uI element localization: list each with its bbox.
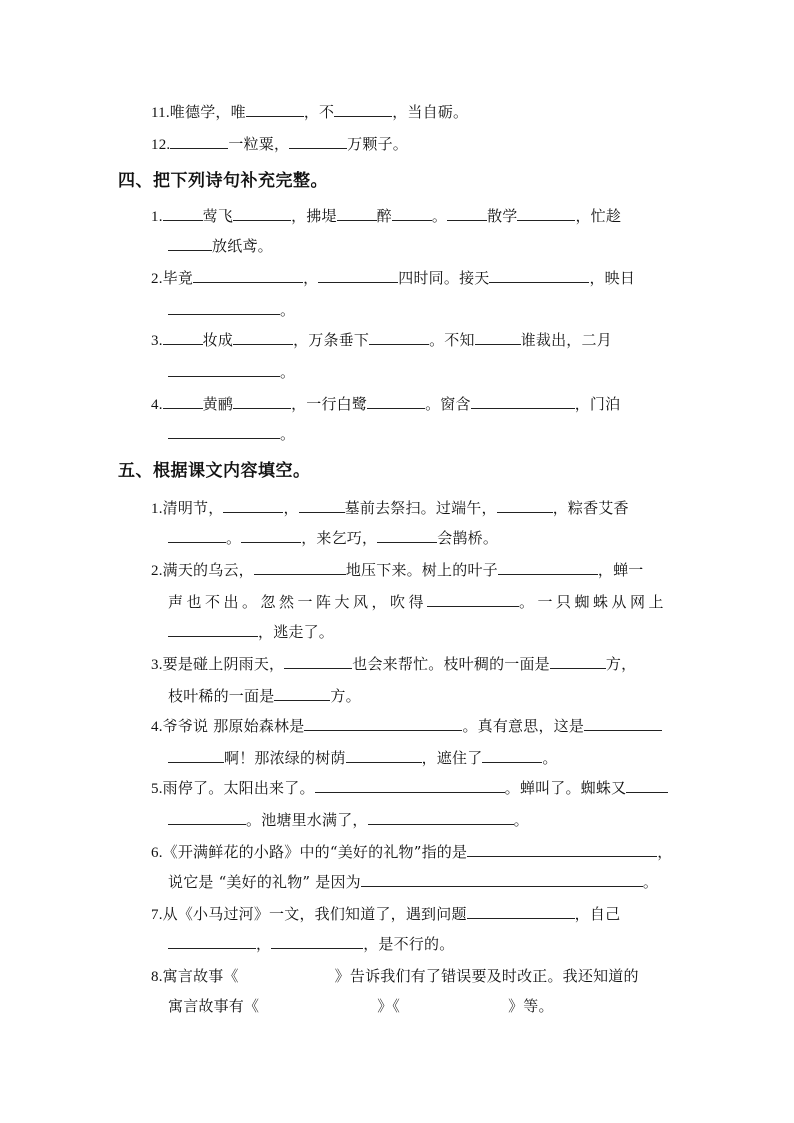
answer-blank[interactable] [346,749,422,763]
poem-4-cont [168,424,295,444]
section-heading-4: 四、把下列诗句补充完整。 [118,171,328,191]
text: 寓言故事《 [162,967,239,985]
answer-blank[interactable] [168,529,226,543]
answer-blank[interactable] [626,779,668,793]
text: 从《小马过河》一文，我们知道了，遇到问题 [162,905,467,923]
text: 。窗含 [425,395,471,413]
text: ，逃走了。 [258,623,335,641]
answer-blank[interactable] [163,331,203,345]
text: 》等。 [508,997,554,1015]
text: 方。 [330,687,361,705]
item-number: 3. [151,333,163,349]
answer-blank[interactable] [334,103,392,117]
answer-blank[interactable] [163,207,203,221]
item-number: 1. [151,209,163,225]
item-number: 2. [151,563,163,579]
text: 散学 [487,207,518,225]
item-11 [151,102,468,123]
item-number: 8. [151,969,163,985]
text: 。 [542,749,558,767]
item-number: 6. [151,845,163,861]
question-8-cont [168,996,554,1016]
answer-blank[interactable] [289,135,347,149]
text: 。真有意思，这是 [462,717,585,735]
answer-blank[interactable] [467,843,657,857]
text: 。不知 [429,331,475,349]
text: 。蝉叫了。蜘蛛又 [504,779,627,797]
text: ，万条垂下 [293,331,370,349]
item-number: 4. [151,719,163,735]
answer-blank[interactable] [584,717,662,731]
answer-blank[interactable] [163,395,203,409]
question-1 [151,498,629,519]
text: 万颗子。 [347,135,408,153]
text: 放纸鸢。 [212,237,273,255]
text: 。 [513,811,529,829]
answer-blank[interactable] [284,655,352,669]
answer-blank[interactable] [168,623,258,637]
text: 满天的乌云， [162,561,254,579]
answer-blank[interactable] [233,207,291,221]
text: 墓前去祭扫。过端午， [344,499,497,517]
text: ，门泊 [574,395,621,413]
poem-1-cont [168,236,273,256]
answer-blank[interactable] [475,331,521,345]
answer-blank[interactable] [271,935,363,949]
section-heading-5: 五、根据课文内容填空。 [118,461,311,481]
answer-blank[interactable] [369,331,429,345]
text: 》告诉我们有了错误要及时改正。我还知道的 [334,967,639,985]
text: 会鹊桥。 [437,529,499,547]
answer-blank[interactable] [337,207,377,221]
item-number: 12. [151,137,171,153]
answer-blank[interactable] [368,811,514,825]
item-12 [151,134,408,155]
question-7-cont [168,934,454,954]
text: 。 [280,301,296,319]
question-5-cont [168,810,529,830]
poem-3 [151,330,612,351]
question-4-cont [168,748,558,768]
text: 方， [605,655,637,673]
question-2 [151,560,643,581]
text: 啊！那浓绿的树荫 [224,749,346,767]
text: 四时同。接天 [398,269,490,287]
text: 唯德学，唯 [169,103,246,121]
text: 地压下来。树上的叶子 [345,561,498,579]
text: 清明节， [162,499,224,517]
poem-2-cont [168,300,295,320]
answer-blank[interactable] [168,363,280,377]
text: ，来乞巧， [301,529,378,547]
text: ，映日 [589,269,636,287]
answer-blank[interactable] [497,499,553,513]
text: ，当自砺。 [392,103,469,121]
answer-blank[interactable] [482,749,542,763]
text: 爷爷说 那原始森林是 [162,717,305,735]
answer-blank[interactable] [170,135,228,149]
text: ， [303,269,319,287]
answer-blank[interactable] [392,207,432,221]
text: 雨停了。太阳出来了。 [162,779,315,797]
poem-2 [151,268,635,289]
text: 。 [642,873,659,891]
text: 要是碰上阴雨天， [162,655,285,673]
text: 妆成 [202,331,234,349]
item-number: 5. [151,781,163,797]
text: ，粽香艾香 [552,499,629,517]
answer-blank[interactable] [304,717,462,731]
answer-blank[interactable] [193,269,303,283]
text: ，自己 [574,905,621,923]
text: 。 [431,207,448,225]
answer-blank[interactable] [241,529,301,543]
answer-blank[interactable] [498,561,598,575]
answer-blank[interactable] [361,873,643,887]
answer-blank[interactable] [168,935,256,949]
question-6 [151,842,672,863]
text: ，不 [303,103,335,121]
text: 声也不出。忽然一阵大风，吹得 [168,593,428,611]
text: ， [283,499,299,517]
item-number: 1. [151,501,163,517]
text: ，蝉一 [597,561,644,579]
text: 。池塘里水满了， [246,811,368,829]
poem-4 [151,394,620,415]
answer-blank[interactable] [168,237,212,251]
answer-blank[interactable] [427,593,519,607]
answer-blank[interactable] [489,269,589,283]
text: 》《 [377,997,401,1015]
answer-blank[interactable] [318,269,398,283]
question-8 [151,966,639,987]
text: 。 [280,425,296,443]
answer-blank[interactable] [168,811,246,825]
item-number: 7. [151,907,163,923]
answer-blank[interactable] [315,779,505,793]
answer-blank[interactable] [274,687,330,701]
question-3-cont [168,686,361,706]
question-3 [151,654,636,675]
poem-1 [151,206,621,227]
question-7 [151,904,620,925]
text: 枝叶稀的一面是 [168,687,275,705]
question-2-cont [168,592,667,612]
text: ，忙趁 [575,207,622,225]
answer-blank[interactable] [223,499,283,513]
question-2-cont-2 [168,622,334,642]
answer-blank[interactable] [168,301,280,315]
text: 谁裁出，二月 [520,331,612,349]
answer-blank[interactable] [233,395,291,409]
text: 。一只蜘蛛从网上 [519,593,668,611]
text: ，拂堤 [291,207,337,225]
text: ， [657,843,673,861]
poem-3-cont [168,362,295,382]
question-6-cont [168,872,658,892]
text: 寓言故事有《 [168,997,260,1015]
answer-blank[interactable] [471,395,575,409]
question-1-cont [168,528,498,548]
text: 。 [226,529,242,547]
text: ， [256,935,272,953]
answer-blank[interactable] [246,103,304,117]
text: 说它是 “美好的礼物” 是因为 [168,873,361,891]
answer-blank[interactable] [168,749,224,763]
text: 。 [280,363,296,381]
question-4 [151,716,662,737]
item-number: 3. [151,657,163,673]
answer-blank[interactable] [299,499,345,513]
text: 也会来帮忙。枝叶稠的一面是 [352,655,550,673]
text: 莺飞 [202,207,234,225]
answer-blank[interactable] [447,207,487,221]
text: 毕竟 [162,269,194,287]
text: 《开满鲜花的小路》中的“美好的礼物”指的是 [162,843,468,861]
answer-blank[interactable] [550,655,606,669]
question-5 [151,778,668,799]
text: 黄鹂 [202,395,234,413]
answer-blank[interactable] [467,905,575,919]
answer-blank[interactable] [168,425,280,439]
item-number: 2. [151,271,163,287]
item-number: 4. [151,397,163,413]
item-number: 11. [151,105,170,121]
text: 一粒粟， [228,135,290,153]
answer-blank[interactable] [517,207,575,221]
answer-blank[interactable] [367,395,425,409]
answer-blank[interactable] [377,529,437,543]
text: ，是不行的。 [363,935,455,953]
text: ，遮住了 [421,749,483,767]
text: ，一行白鹭 [291,395,368,413]
text: 醉 [376,207,392,225]
answer-blank[interactable] [254,561,346,575]
answer-blank[interactable] [233,331,293,345]
